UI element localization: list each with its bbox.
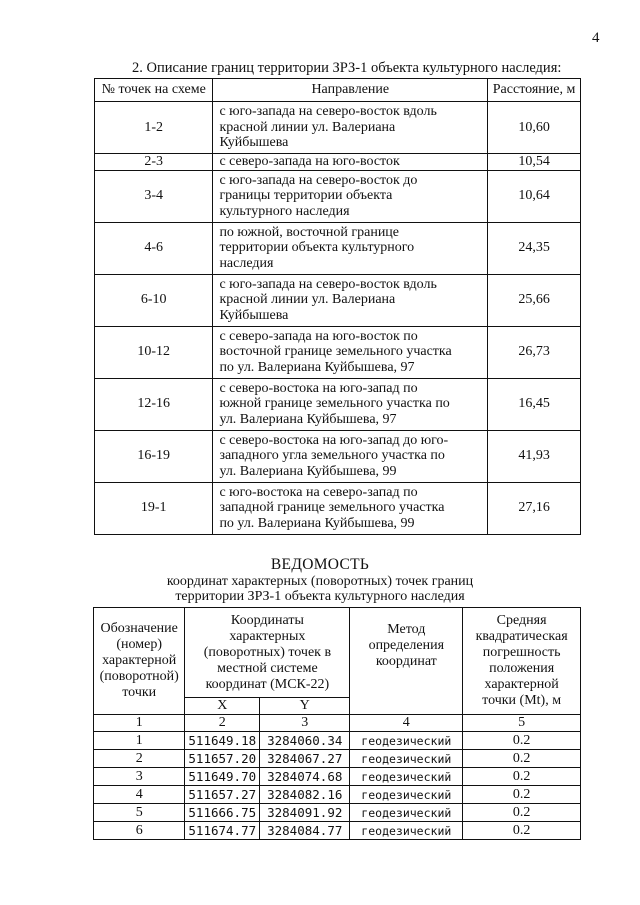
row-distance: 26,73 bbox=[488, 326, 581, 378]
borders-row bbox=[95, 326, 581, 378]
header-line: характерной bbox=[102, 653, 177, 668]
header-line: Метод bbox=[387, 622, 426, 637]
header-y: Y bbox=[260, 698, 350, 715]
coord-x: 511674.77 bbox=[185, 822, 260, 840]
header-x: X bbox=[185, 698, 260, 715]
coordinates-table bbox=[93, 607, 581, 840]
coords-row bbox=[94, 804, 581, 822]
header-line: характерных bbox=[229, 628, 306, 644]
header-line: квадратическая bbox=[475, 629, 568, 644]
coord-error: 0.2 bbox=[463, 750, 581, 768]
row-distance: 41,93 bbox=[488, 430, 581, 482]
row-direction bbox=[213, 154, 488, 171]
colnum-1: 1 bbox=[94, 715, 185, 732]
colnum-5: 5 bbox=[463, 715, 581, 732]
row-points: 2-3 bbox=[95, 154, 213, 171]
coord-x: 511649.70 bbox=[185, 768, 260, 786]
coord-y: 3284074.68 bbox=[260, 768, 350, 786]
point-number: 4 bbox=[94, 786, 185, 804]
row-direction bbox=[213, 102, 488, 154]
coord-method: геодезический bbox=[350, 768, 463, 786]
header-line: точки (Mt), м bbox=[482, 693, 562, 708]
coords-row bbox=[94, 786, 581, 804]
row-distance: 25,66 bbox=[488, 274, 581, 326]
row-points: 12-16 bbox=[95, 378, 213, 430]
row-direction bbox=[213, 326, 488, 378]
colnum-3: 3 bbox=[260, 715, 350, 732]
header-direction: Направление bbox=[213, 79, 488, 102]
coords-header-row bbox=[94, 608, 581, 698]
vedomost-subtitle-1: координат характерных (поворотных) точек границ bbox=[166, 574, 474, 589]
header-line: координат (МСК-22) bbox=[205, 676, 330, 692]
point-number: 6 bbox=[94, 822, 185, 840]
header-line: определения bbox=[368, 638, 445, 653]
row-distance: 27,16 bbox=[488, 482, 581, 534]
coord-y: 3284084.77 bbox=[260, 822, 350, 840]
direction-line: восточной границе земельного участка bbox=[219, 344, 452, 360]
borders-row bbox=[95, 378, 581, 430]
header-line: точки bbox=[122, 685, 157, 700]
row-points: 10-12 bbox=[95, 326, 213, 378]
coord-method: геодезический bbox=[350, 786, 463, 804]
borders-row bbox=[95, 222, 581, 274]
borders-row bbox=[95, 482, 581, 534]
coord-method: геодезический bbox=[350, 750, 463, 768]
row-points: 1-2 bbox=[95, 102, 213, 154]
header-line: местной системе bbox=[217, 660, 318, 676]
coord-y: 3284091.92 bbox=[260, 804, 350, 822]
row-direction bbox=[213, 378, 488, 430]
coord-method: геодезический bbox=[350, 822, 463, 840]
coord-error: 0.2 bbox=[463, 732, 581, 750]
row-direction bbox=[213, 274, 488, 326]
direction-line: западного угла земельного участка по bbox=[219, 448, 445, 464]
header-line: характерной bbox=[484, 677, 559, 692]
colnum-4: 4 bbox=[350, 715, 463, 732]
header-method bbox=[350, 608, 463, 715]
coords-row bbox=[94, 768, 581, 786]
direction-line: с северо-запада на юго-восток bbox=[219, 154, 400, 169]
coord-error: 0.2 bbox=[463, 786, 581, 804]
borders-row bbox=[95, 430, 581, 482]
coords-colnum-row bbox=[94, 715, 581, 732]
direction-line: по южной, восточной границе bbox=[219, 224, 400, 240]
coord-error: 0.2 bbox=[463, 804, 581, 822]
direction-line: территории объекта культурного bbox=[219, 240, 415, 256]
row-direction bbox=[213, 170, 488, 222]
direction-line: с северо-востока на юго-запад до юго- bbox=[219, 432, 449, 448]
coords-row bbox=[94, 822, 581, 840]
coord-x: 511657.20 bbox=[185, 750, 260, 768]
direction-line: западной границе земельного участка bbox=[219, 500, 445, 516]
direction-line: по ул. Валериана Куйбышева, 97 bbox=[219, 359, 415, 375]
point-number: 5 bbox=[94, 804, 185, 822]
borders-header-row bbox=[95, 79, 581, 102]
header-line: (поворотной) bbox=[99, 669, 179, 684]
direction-line: границы территории объекта bbox=[219, 188, 393, 204]
row-distance: 10,60 bbox=[488, 102, 581, 154]
coord-x: 511657.27 bbox=[185, 786, 260, 804]
header-line: (поворотных) точек в bbox=[203, 644, 332, 660]
header-designation bbox=[94, 608, 185, 715]
direction-line: с северо-запада на юго-восток по bbox=[219, 328, 418, 344]
row-points: 4-6 bbox=[95, 222, 213, 274]
row-distance: 16,45 bbox=[488, 378, 581, 430]
header-error bbox=[463, 608, 581, 715]
borders-row bbox=[95, 154, 581, 171]
direction-line: наследия bbox=[219, 255, 274, 271]
point-number: 3 bbox=[94, 768, 185, 786]
row-distance: 10,54 bbox=[488, 154, 581, 171]
vedomost-title: ВЕДОМОСТЬ bbox=[270, 556, 370, 573]
header-distance: Расстояние, м bbox=[488, 79, 581, 102]
header-line: координат bbox=[375, 654, 437, 669]
direction-line: культурного наследия bbox=[219, 203, 350, 219]
header-line: Координаты bbox=[230, 612, 304, 628]
coord-y: 3284060.34 bbox=[260, 732, 350, 750]
direction-line: с юго-востока на северо-запад по bbox=[219, 484, 418, 500]
direction-line: Куйбышева bbox=[219, 307, 289, 323]
point-number: 1 bbox=[94, 732, 185, 750]
vedomost-subtitle-2: территории ЗРЗ-1 объекта культурного наследия bbox=[175, 589, 465, 604]
coord-error: 0.2 bbox=[463, 768, 581, 786]
direction-line: южной границе земельного участка по bbox=[219, 396, 450, 412]
row-points: 16-19 bbox=[95, 430, 213, 482]
header-line: положения bbox=[489, 661, 555, 676]
direction-line: Куйбышева bbox=[219, 135, 289, 151]
borders-row bbox=[95, 274, 581, 326]
row-points: 6-10 bbox=[95, 274, 213, 326]
coord-method: геодезический bbox=[350, 804, 463, 822]
direction-line: по ул. Валериана Куйбышева, 99 bbox=[219, 515, 415, 531]
header-coordinates bbox=[185, 608, 350, 698]
coord-x: 511666.75 bbox=[185, 804, 260, 822]
row-distance: 10,64 bbox=[488, 170, 581, 222]
direction-line: ул. Валериана Куйбышева, 97 bbox=[219, 411, 397, 427]
header-line: Обозначение bbox=[100, 621, 178, 636]
row-distance: 24,35 bbox=[488, 222, 581, 274]
direction-line: красной линии ул. Валериана bbox=[219, 292, 396, 308]
row-points: 19-1 bbox=[95, 482, 213, 534]
row-direction bbox=[213, 222, 488, 274]
header-line: Средняя bbox=[496, 613, 547, 628]
borders-table bbox=[94, 78, 581, 535]
coord-method: геодезический bbox=[350, 732, 463, 750]
page-number: 4 bbox=[592, 30, 600, 46]
direction-line: красной линии ул. Валериана bbox=[219, 119, 396, 135]
row-points: 3-4 bbox=[95, 170, 213, 222]
coord-x: 511649.18 bbox=[185, 732, 260, 750]
direction-line: с юго-запада на северо-восток до bbox=[219, 172, 418, 188]
colnum-2: 2 bbox=[185, 715, 260, 732]
header-line: погрешность bbox=[482, 645, 561, 660]
point-number: 2 bbox=[94, 750, 185, 768]
coord-y: 3284067.27 bbox=[260, 750, 350, 768]
coords-row bbox=[94, 732, 581, 750]
borders-row bbox=[95, 170, 581, 222]
header-points: № точек на схеме bbox=[95, 79, 213, 102]
direction-line: с юго-запада на северо-восток вдоль bbox=[219, 276, 437, 292]
coords-row bbox=[94, 750, 581, 768]
borders-row bbox=[95, 102, 581, 154]
section-title: 2. Описание границ территории ЗРЗ-1 объекта культурного наследия: bbox=[132, 60, 562, 76]
direction-line: с юго-запада на северо-восток вдоль bbox=[219, 104, 437, 120]
row-direction bbox=[213, 430, 488, 482]
coord-error: 0.2 bbox=[463, 822, 581, 840]
direction-line: ул. Валериана Куйбышева, 99 bbox=[219, 463, 397, 479]
row-direction bbox=[213, 482, 488, 534]
direction-line: с северо-востока на юго-запад по bbox=[219, 380, 418, 396]
header-line: (номер) bbox=[116, 637, 163, 652]
coord-y: 3284082.16 bbox=[260, 786, 350, 804]
